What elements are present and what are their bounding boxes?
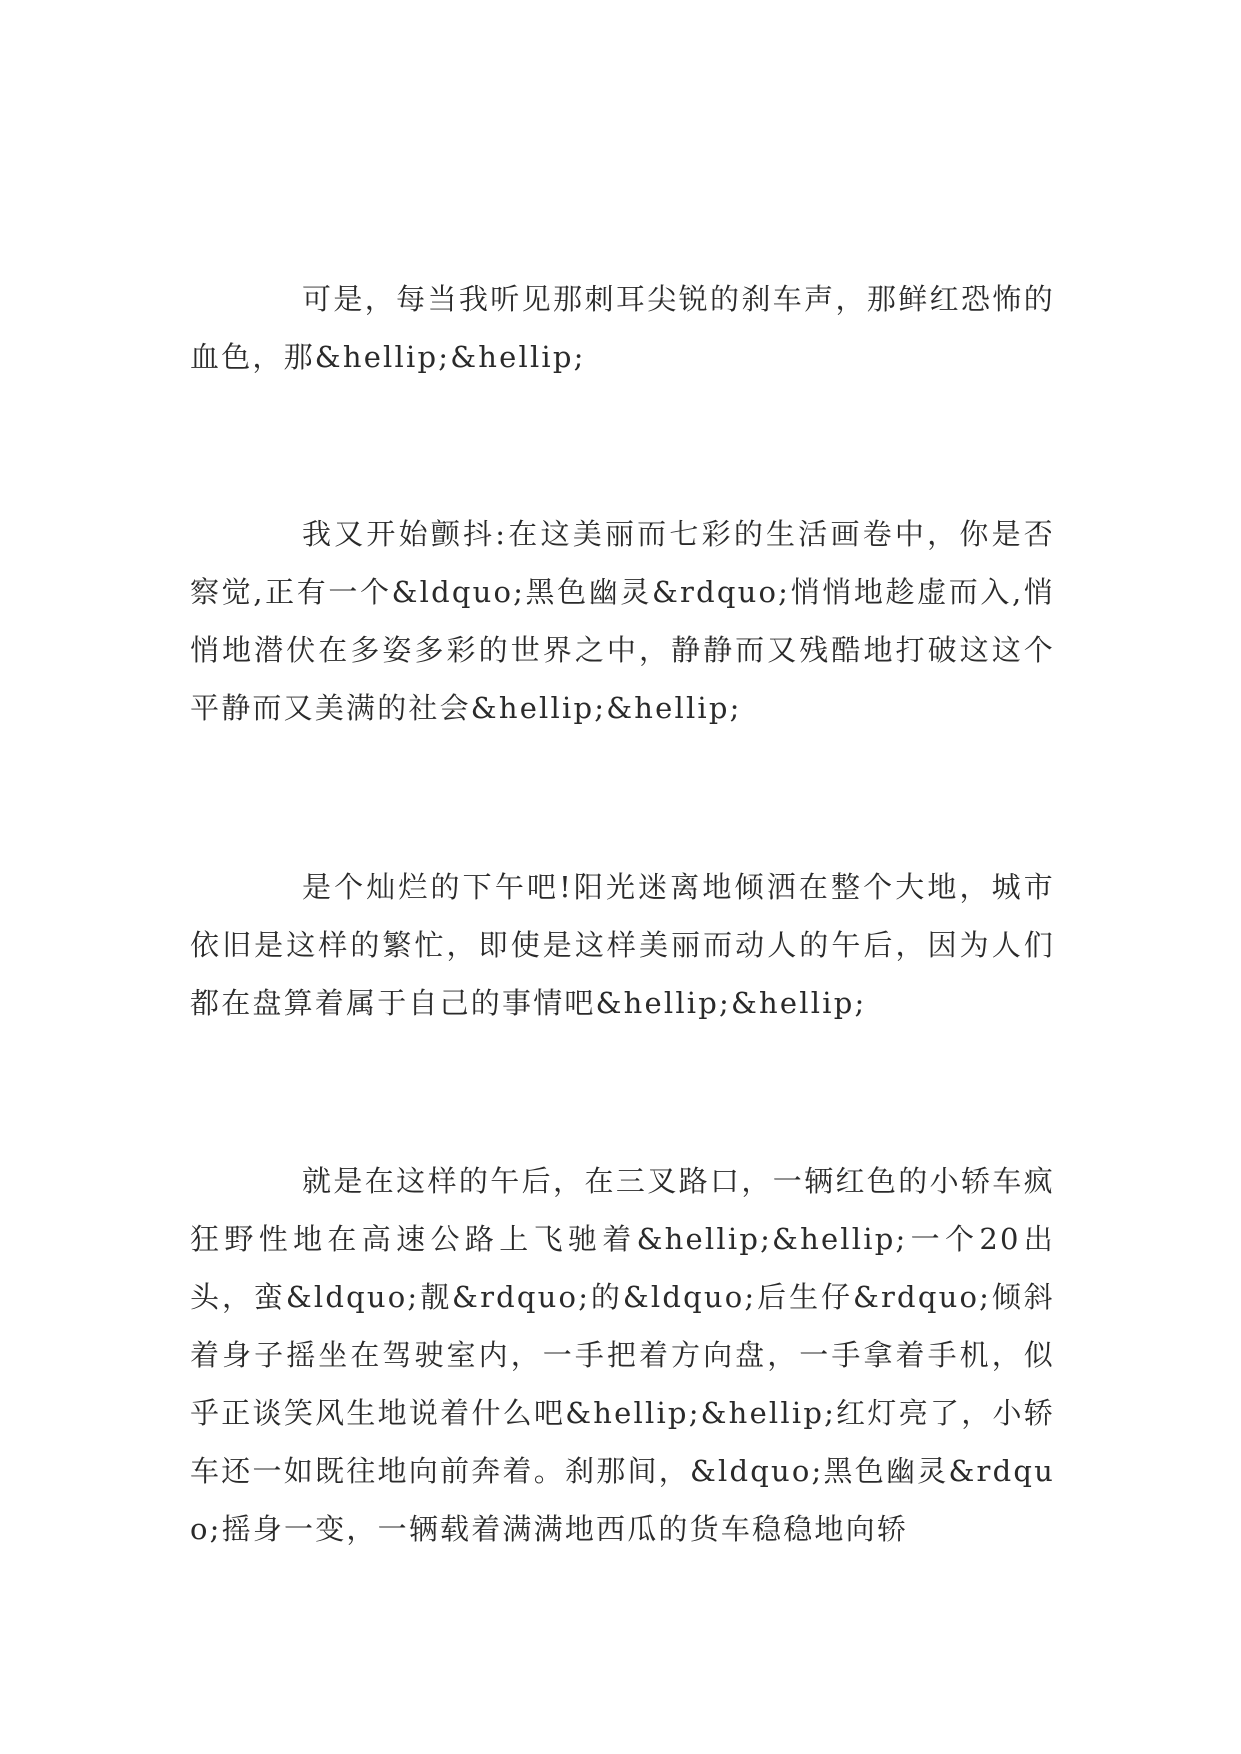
paragraph: 我又开始颤抖:在这美丽而七彩的生活画卷中，你是否察觉,正有一个&ldquo;黑色幽灵&rdquo;悄悄地趁虚而入,悄悄地潜伏在多姿多彩的世界之中，静静而又残酷地打破这这个平静而又美满的社会&hellip;&hellip;	[190, 517, 1055, 725]
paragraph: 是个灿烂的下午吧!阳光迷离地倾洒在整个大地，城市依旧是这样的繁忙，即使是这样美丽而动人的午后，因为人们都在盘算着属于自己的事情吧&hellip;&hellip;	[190, 870, 1055, 1020]
paragraph: 可是，每当我听见那刺耳尖锐的刹车声，那鲜红恐怖的血色，那&hellip;&hellip;	[190, 282, 1055, 374]
paragraph: 就是在这样的午后，在三叉路口，一辆红色的小轿车疯狂野性地在高速公路上飞驰着&hellip;&hellip;一个20出头，蛮&ldquo;靓&rdquo;的&ldquo;后生仔&rdquo;倾斜着身子摇坐在驾驶室内，一手把着方向盘，一手拿着手机，似乎正谈笑风生地说着什么吧&hellip;&hellip;红灯亮了，小轿车还一如既往地向前奔着。刹那间，&ldquo;黑色幽灵&rdquo;摇身一变，一辆载着满满地西瓜的货车稳稳地向轿	[190, 1164, 1055, 1546]
